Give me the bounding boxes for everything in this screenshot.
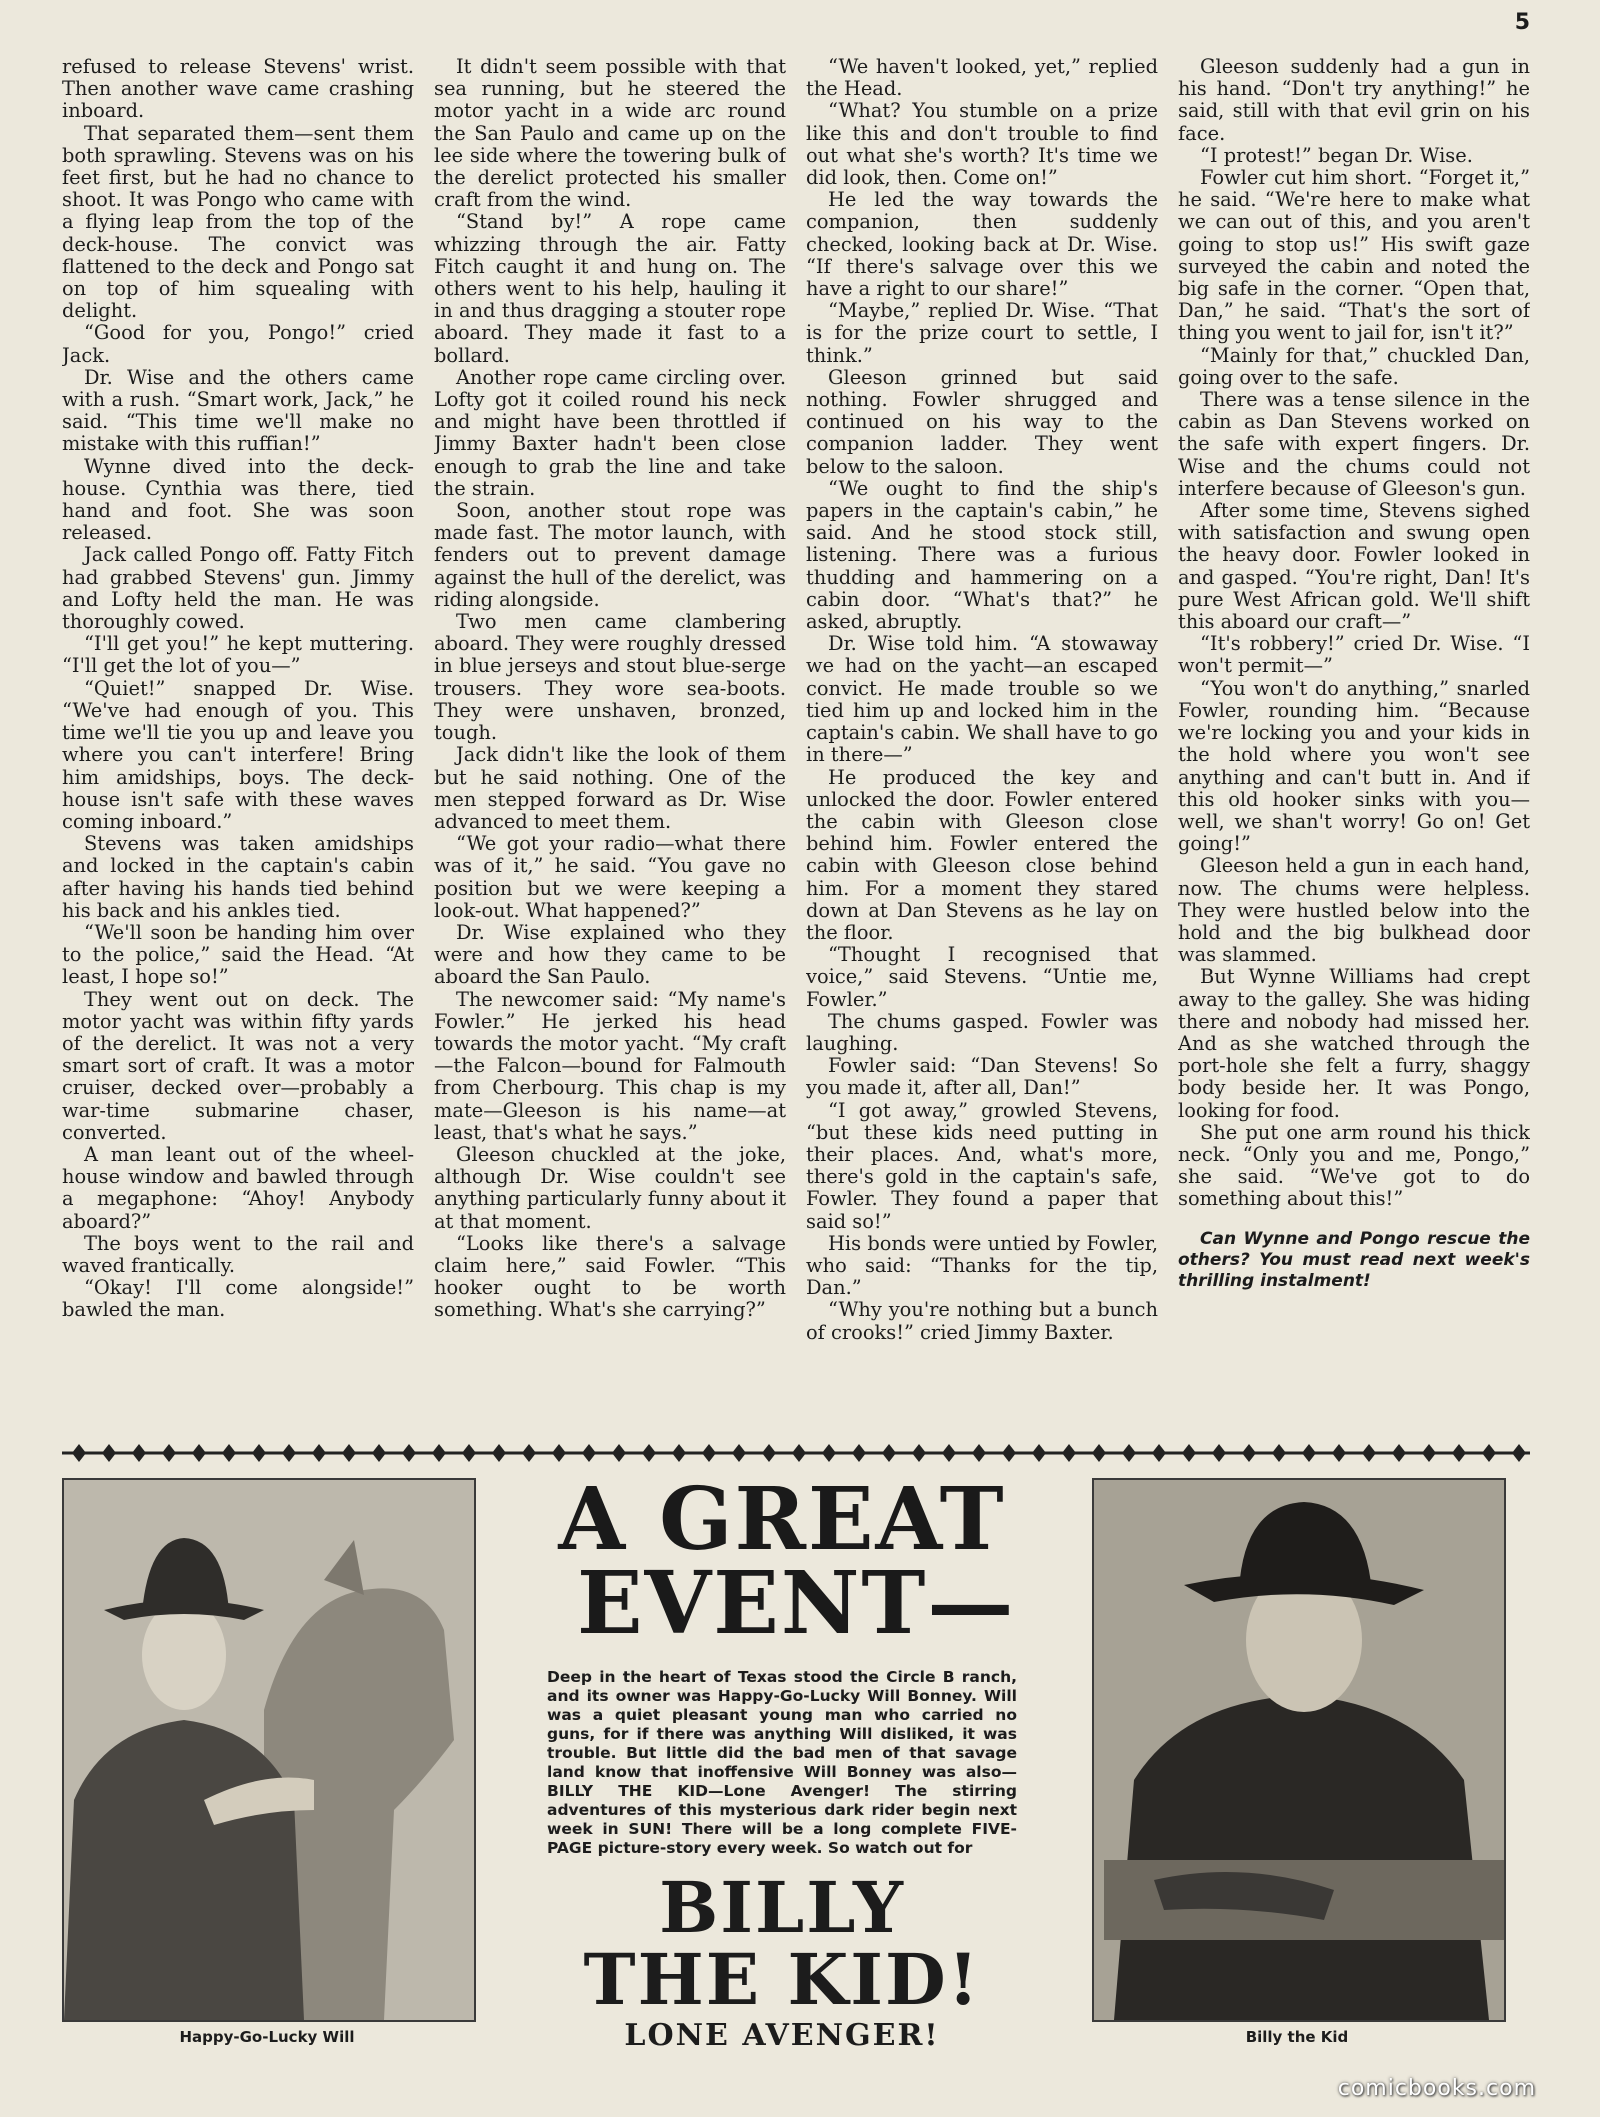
paragraph: Dr. Wise told him. “A stowaway we had on the yacht—an escaped convict. He made trouble so we tied him up and locked him in the captain's cabin. We shall have to go in there—” bbox=[806, 632, 1158, 767]
divider-diamond bbox=[882, 1444, 896, 1462]
paragraph: “Looks like there's a salvage claim here,” said Fowler. “This hooker ought to be worth something. What's she carrying?” bbox=[434, 1231, 786, 1322]
paragraph: “We ought to find the ship's papers in the captain's cabin,” he said. And he stood stock still, listening. There was a furious thudding and hammering on a cabin door. “What's that?” he asked, abruptly. bbox=[806, 476, 1158, 634]
paragraph: Gleeson chuckled at the joke, although Dr. Wise couldn't see anything particularly funny about it at that moment. bbox=[434, 1142, 786, 1233]
divider-diamond bbox=[492, 1444, 506, 1462]
ornamental-divider bbox=[62, 1440, 1530, 1466]
billy-the-kid-photo bbox=[1092, 1478, 1506, 2022]
paragraph: “We'll soon be handing him over to the police,” said the Head. “At least, I hope so!” bbox=[62, 920, 414, 989]
story-column-2 bbox=[434, 56, 786, 1441]
divider-diamond bbox=[822, 1444, 836, 1462]
billy-the-kid-advert bbox=[62, 1470, 1530, 2070]
divider-diamond bbox=[1002, 1444, 1016, 1462]
paragraph: “Good for you, Pongo!” cried Jack. bbox=[62, 321, 414, 367]
paragraph: “We haven't looked, yet,” replied the Head. bbox=[806, 56, 1158, 101]
paragraph: There was a tense silence in the cabin as Dan Stevens worked on the safe with expert fingers. Dr. Wise and the chums could not interfere because of Gleeson's gun. bbox=[1178, 388, 1530, 500]
paragraph: refused to release Stevens' wrist. Then another wave came crashing inboard. bbox=[62, 56, 414, 123]
paragraph: “Mainly for that,” chuckled Dan, going over to the safe. bbox=[1178, 343, 1530, 389]
divider-diamond bbox=[432, 1444, 446, 1462]
paragraph: Fowler said: “Dan Stevens! So you made it, after all, Dan!” bbox=[806, 1054, 1158, 1100]
paragraph: He produced the key and unlocked the door. Fowler entered the cabin with Gleeson close behind him. Fowler entered the cabin with Gleeson close behind him. For a moment they stared down at Dan Stevens as he lay on the floor. bbox=[806, 765, 1158, 944]
paragraph: “It's robbery!” cried Dr. Wise. “I won't permit—” bbox=[1178, 632, 1530, 678]
story-column-3 bbox=[806, 56, 1158, 1441]
divider-diamond bbox=[1182, 1444, 1196, 1462]
paragraph: “What? You stumble on a prize like this and don't trouble to find out what she's worth? It's time we did look, then. Come on!” bbox=[806, 99, 1158, 190]
advert-title bbox=[547, 1866, 1017, 2021]
advert-center bbox=[547, 1470, 1017, 2053]
paragraph: After some time, Stevens sighed with satisfaction and swung open the heavy door. Fowler looked in and gasped. “You're right, Dan! It's pure West African gold. We'll shift this aboard our craft—” bbox=[1178, 499, 1530, 634]
paragraph: Jack called Pongo off. Fatty Fitch had grabbed Stevens' gun. Jimmy and Lofty held the man. He was thoroughly cowed. bbox=[62, 543, 414, 634]
paragraph: “You won't do anything,” snarled Fowler, rounding him. “Because we're locking you and your kids in the hold where you won't see anything and can't butt in. And if this old hooker sinks with you—well, we shan't worry! Go on! Get going!” bbox=[1178, 676, 1530, 856]
story-column-1 bbox=[62, 56, 414, 1441]
paragraph: Soon, another stout rope was made fast. The motor launch, with fenders out to prevent damage against the hull of the derelict, was riding alongside. bbox=[434, 499, 786, 611]
paragraph: “Why you're nothing but a bunch of crooks!” cried Jimmy Baxter. bbox=[806, 1298, 1158, 1344]
paragraph: But Wynne Williams had crept away to the galley. She was hiding there and nobody had missed her. And as she watched through the port-hole she felt a furry, shaggy body beside her. It was Pongo, looking for food. bbox=[1178, 965, 1530, 1122]
paragraph: Wynne dived into the deck-house. Cynthia was there, tied hand and foot. She was soon released. bbox=[62, 454, 414, 545]
paragraph: Another rope came circling over. Lofty got it coiled round his neck and might have been throttled if Jimmy Baxter hadn't been close enough to grab the line and take the strain. bbox=[434, 365, 786, 500]
divider-diamond bbox=[792, 1444, 806, 1462]
paragraph: Fowler cut him short. “Forget it,” he said. “We're here to make what we can out of this, and you aren't going to stop us!” His swift gaze surveyed the cabin and noted the big safe in the corner. “Open that, Dan,” he said. “That's the sort of thing you went to jail for, isn't it?” bbox=[1178, 166, 1530, 345]
paragraph: Gleeson held a gun in each hand, now. The chums were helpless. They were hustled below into the hold and the big bulkhead door was slammed. bbox=[1178, 854, 1530, 967]
divider-diamond bbox=[1512, 1444, 1526, 1462]
story-column-4 bbox=[1178, 56, 1530, 1441]
divider-diamond bbox=[1482, 1444, 1496, 1462]
paragraph: She put one arm round his thick neck. “Only you and me, Pongo,” she said. “We've got to do something about this!” bbox=[1178, 1120, 1530, 1211]
divider-diamond bbox=[732, 1444, 746, 1462]
divider-diamond bbox=[132, 1444, 146, 1462]
divider-diamond bbox=[1362, 1444, 1376, 1462]
divider-diamond bbox=[1392, 1444, 1406, 1462]
divider-diamond bbox=[1122, 1444, 1136, 1462]
paragraph: The newcomer said: “My name's Fowler.” He jerked his head towards the motor yacht. “My craft—the Falcon—bound for Falmouth from Cherbourg. This chap is my mate—Gleeson is his name—at least, that's what he says.” bbox=[434, 987, 786, 1144]
headline-line-1: A GREAT bbox=[558, 1469, 1006, 1570]
advert-body: Deep in the heart of Texas stood the Circle B ranch, and its owner was Happy-Go-Lucky Will Bonney. Will was a quiet pleasant young man who carried no guns, for if there was anything Will disliked, it was trouble. But little did the bad men of that savage land know that inoffensive Will Bonney was also—BILLY THE KID—Lone Avenger! The stirring adventures of this mysterious dark rider begin next week in SUN! There will be a long complete FIVE-PAGE picture-story every week. So watch out for bbox=[547, 1668, 1017, 1857]
divider-diamond bbox=[942, 1444, 956, 1462]
divider-diamond bbox=[402, 1444, 416, 1462]
paragraph: His bonds were untied by Fowler, who said: “Thanks for the tip, Dan.” bbox=[806, 1231, 1158, 1300]
paragraph: “Maybe,” replied Dr. Wise. “That is for the prize court to settle, I think.” bbox=[806, 299, 1158, 367]
paragraph: That separated them—sent them both sprawling. Stevens was on his feet first, but he had no chance to shoot. It was Pongo who came with a flying leap from the top of the deck-house. The convict was flattened to the deck and Pongo sat on top of him squealing with delight. bbox=[62, 121, 414, 323]
headline-line-2: EVENT— bbox=[577, 1553, 1016, 1654]
paragraph: “I got away,” growled Stevens, “but these kids need putting in their places. And, what's more, there's gold in the captain's safe, Fowler. They found a paper that said so!” bbox=[806, 1098, 1158, 1233]
page-number: 5 bbox=[1514, 10, 1530, 35]
paragraph: It didn't seem possible with that sea running, but he steered the motor yacht in a wide arc round the San Paulo and came up on the lee side where the towering bulk of the derelict protected his smaller craft from the wind. bbox=[434, 56, 786, 212]
divider-diamond bbox=[1452, 1444, 1466, 1462]
divider-diamond bbox=[1062, 1444, 1076, 1462]
divider-diamond bbox=[1212, 1444, 1226, 1462]
advert-subtitle: LONE AVENGER! bbox=[624, 2018, 940, 2053]
paragraph: “Okay! I'll come alongside!” bawled the man. bbox=[62, 1276, 414, 1322]
divider-diamond bbox=[852, 1444, 866, 1462]
paragraph: Gleeson grinned but said nothing. Fowler shrugged and continued on his way to the companion ladder. They went below to the saloon. bbox=[806, 365, 1158, 478]
paragraph: Stevens was taken amidships and locked in the captain's cabin after having his hands tied behind his back and his ankles tied. bbox=[62, 832, 414, 922]
divider-diamond bbox=[1152, 1444, 1166, 1462]
cowboy-with-horse-photo bbox=[62, 1478, 476, 2022]
paragraph: Two men came clambering aboard. They were roughly dressed in blue jerseys and stout blue-serge trousers. They wore sea-boots. They were unshaven, bronzed, tough. bbox=[434, 610, 786, 745]
paragraph: A man leant out of the wheel-house window and bawled through a megaphone: “Ahoy! Anybody aboard?” bbox=[62, 1142, 414, 1233]
divider-diamond bbox=[1302, 1444, 1316, 1462]
divider-diamond bbox=[912, 1444, 926, 1462]
paragraph: Dr. Wise and the others came with a rush. “Smart work, Jack,” he said. “This time we'll make no mistake with this ruffian!” bbox=[62, 365, 414, 456]
divider-diamond bbox=[972, 1444, 986, 1462]
divider-diamond bbox=[762, 1444, 776, 1462]
story-columns bbox=[62, 56, 1530, 1441]
paragraph: They went out on deck. The motor yacht was within fifty yards of the derelict. It was not a very smart sort of craft. It was a motor cruiser, decked over—probably a war-time submarine chaser, converted. bbox=[62, 987, 414, 1144]
paragraph: “Thought I recognised that voice,” said Stevens. “Untie me, Fowler.” bbox=[806, 943, 1158, 1011]
title-line-2: THE KID! bbox=[583, 1938, 981, 2021]
divider-diamond bbox=[252, 1444, 266, 1462]
divider-diamond bbox=[312, 1444, 326, 1462]
divider-diamond bbox=[72, 1444, 86, 1462]
divider-diamond bbox=[552, 1444, 566, 1462]
paragraph: Dr. Wise explained who they were and how they came to be aboard the San Paulo. bbox=[434, 920, 786, 989]
divider-diamond bbox=[102, 1444, 116, 1462]
paragraph: Gleeson suddenly had a gun in his hand. “Don't try anything!” he said, still with that evil grin on his face. bbox=[1178, 56, 1530, 145]
paragraph: “I'll get you!” he kept muttering. “I'll get the lot of you—” bbox=[62, 632, 414, 678]
divider-diamond bbox=[672, 1444, 686, 1462]
divider-diamond bbox=[702, 1444, 716, 1462]
paragraph: He led the way towards the companion, then suddenly checked, looking back at Dr. Wise. “If there's salvage over this we have a right to our share!” bbox=[806, 188, 1158, 301]
divider-diamond bbox=[1422, 1444, 1436, 1462]
advert-headline bbox=[547, 1469, 1017, 1654]
paragraph: “We got your radio—what there was of it,” he said. “You gave no position but we were keeping a look-out. What happened?” bbox=[434, 832, 786, 922]
title-line-1: BILLY bbox=[659, 1866, 905, 1949]
divider-diamond bbox=[612, 1444, 626, 1462]
paragraph: Jack didn't like the look of them but he said nothing. One of the men stepped forward as Dr. Wise advanced to meet them. bbox=[434, 743, 786, 833]
divider-diamond bbox=[192, 1444, 206, 1462]
divider-diamond bbox=[1242, 1444, 1256, 1462]
paragraph: “Quiet!” snapped Dr. Wise. “We've had enough of you. This time we'll tie you up and leave you where you can't interfere! Bring him amidships, boys. The deck-house isn't safe with these waves coming inboard.” bbox=[62, 676, 414, 833]
divider-diamond bbox=[222, 1444, 236, 1462]
divider-diamond bbox=[642, 1444, 656, 1462]
divider-diamond bbox=[1032, 1444, 1046, 1462]
caption-right: Billy the Kid bbox=[1245, 2028, 1349, 2046]
caption-left: Happy-Go-Lucky Will bbox=[179, 2028, 355, 2046]
divider-diamond bbox=[372, 1444, 386, 1462]
divider-diamond bbox=[1092, 1444, 1106, 1462]
divider-diamond bbox=[342, 1444, 356, 1462]
divider-diamond bbox=[1272, 1444, 1286, 1462]
paragraph: “Stand by!” A rope came whizzing through the air. Fatty Fitch caught it and hung on. The others went to his help, hauling it in and thus dragging a stouter rope aboard. They made it fast to a bollard. bbox=[434, 210, 786, 367]
watermark-logo: comicbooks.com bbox=[1337, 2076, 1536, 2101]
divider-diamond bbox=[1332, 1444, 1346, 1462]
divider-diamond bbox=[582, 1444, 596, 1462]
paragraph: The chums gasped. Fowler was laughing. bbox=[806, 1009, 1158, 1055]
paragraph: The boys went to the rail and waved frantically. bbox=[62, 1231, 414, 1277]
paragraph: “I protest!” began Dr. Wise. bbox=[1200, 143, 1473, 167]
divider-diamond bbox=[282, 1444, 296, 1462]
divider-diamond bbox=[162, 1444, 176, 1462]
divider-diamond bbox=[522, 1444, 536, 1462]
divider-diamond bbox=[462, 1444, 476, 1462]
next-week-teaser: Can Wynne and Pongo rescue the others? You must read next week's thrilling instalment! bbox=[1178, 1228, 1530, 1291]
